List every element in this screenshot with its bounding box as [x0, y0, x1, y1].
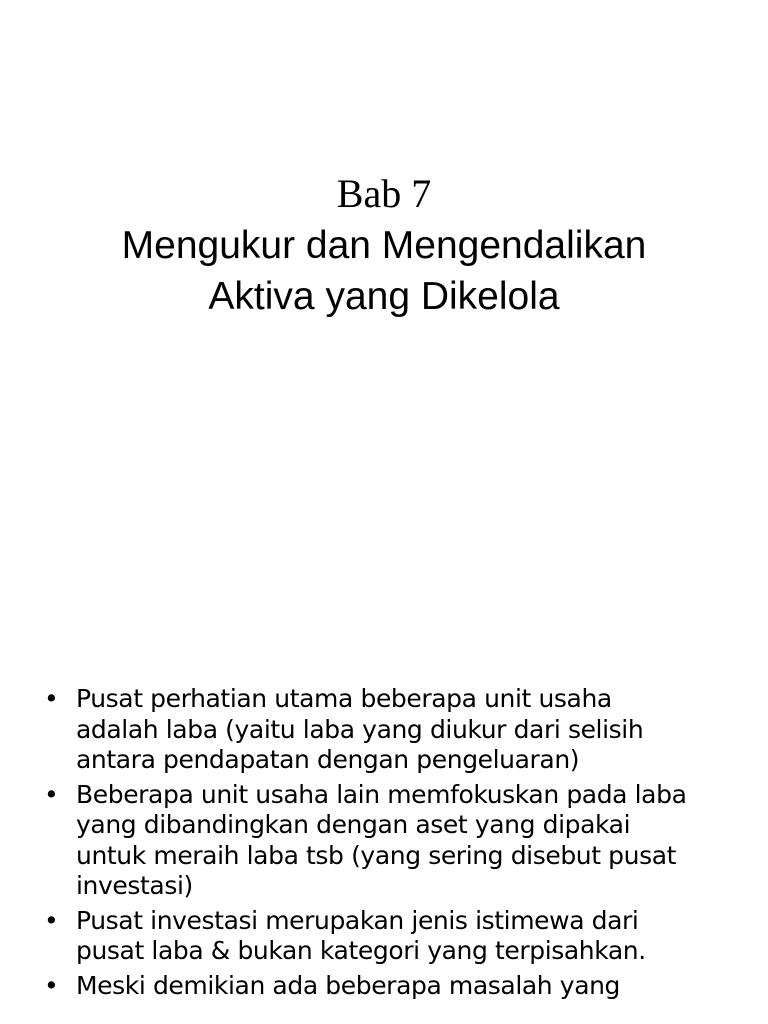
bullet-text-line: Pusat perhatian utama beberapa unit usaha [76, 684, 612, 713]
bullet-list [40, 684, 740, 1005]
bullet-dot: • [44, 905, 59, 935]
bullet-dot: • [44, 684, 59, 713]
bullet-dot: • [44, 970, 59, 1000]
slide-title-block [0, 168, 768, 322]
slide-title-line-2: Aktiva yang Dikelola [208, 275, 560, 318]
bullet-item-1 [40, 684, 740, 776]
bullet-text-line: investasi) [76, 871, 193, 900]
bullet-text-line: Meski demikian ada beberapa masalah yang [76, 970, 621, 1000]
bullet-text-line: antara pendapatan dengan pengeluaran) [76, 745, 580, 774]
bullet-text-line: adalah laba (yaitu laba yang diukur dari selisih [76, 714, 644, 744]
bullet-text-line: Beberapa unit usaha lain memfokuskan pada laba [76, 779, 687, 809]
bullet-text-line: pusat laba & bukan kategori yang terpisahkan. [76, 936, 646, 965]
bullet-item-4 [40, 971, 740, 1002]
bullet-text-line: yang dibandingkan dengan aset yang dipakai [76, 810, 631, 839]
bullet-text-line: Pusat investasi merupakan jenis istimewa dari [76, 905, 639, 935]
slide-title-line-1: Mengukur dan Mengendalikan [121, 224, 647, 267]
bullet-item-3 [40, 906, 740, 967]
bullet-dot: • [44, 779, 59, 809]
bullet-item-2 [40, 780, 740, 902]
bullet-text-line: untuk meraih laba tsb (yang sering disebut pusat [76, 840, 677, 870]
chapter-heading: Bab 7 [336, 171, 432, 216]
